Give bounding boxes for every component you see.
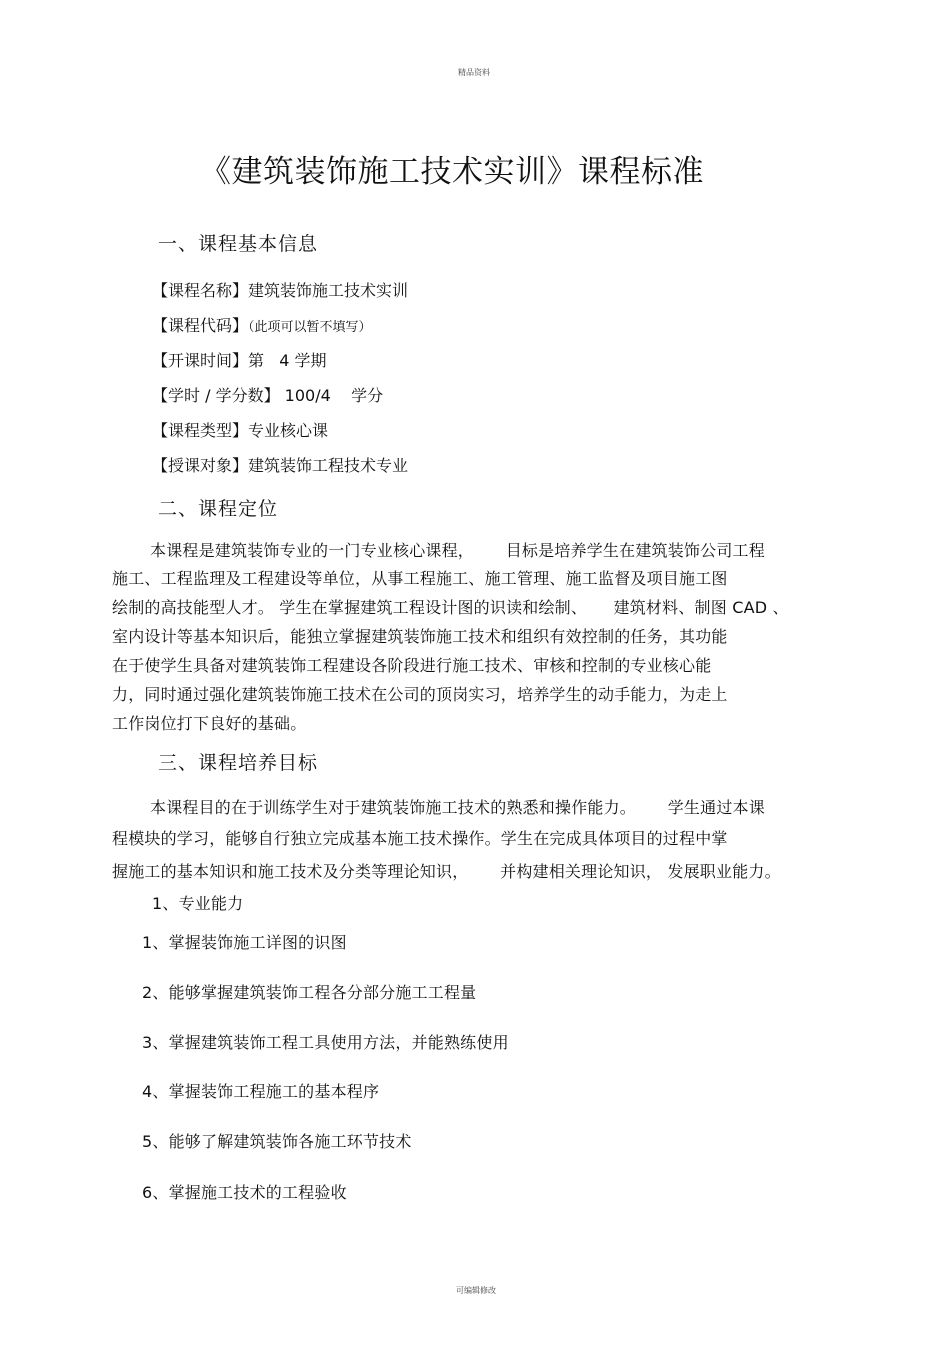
subsection-heading: 1、专业能力 <box>152 894 244 913</box>
info-value: 100/4 学分 <box>279 386 384 405</box>
info-row-course-name <box>152 278 408 301</box>
info-row-term <box>152 348 327 371</box>
info-label: 【开课时间】 <box>152 351 249 370</box>
page-header-text: 精品资料 <box>458 68 490 77</box>
info-label: 【学时 / 学分数】 <box>152 386 280 405</box>
section-1-heading: 一、课程基本信息 <box>158 233 319 255</box>
ability-item: 2、能够掌握建筑装饰工程各分部分施工工程量 <box>142 983 477 1002</box>
paragraph-line: 力，同时通过强化建筑装饰施工技术在公司的顶岗实习，培养学生的动手能力，为走上 <box>112 685 728 704</box>
paragraph-line: 握施工的基本知识和施工技术及分类等理论知识， 并构建相关理论知识， 发展职业能力。 <box>112 862 781 881</box>
paragraph-line: 施工、工程监理及工程建设等单位，从事工程施工、施工管理、施工监督及项目施工图 <box>112 569 728 588</box>
paragraph-line: 本课程是建筑装饰专业的一门专业核心课程， 目标是培养学生在建筑装饰公司工程 <box>150 541 765 560</box>
info-value: 专业核心课 <box>248 421 329 440</box>
ability-item: 1、掌握装饰施工详图的识图 <box>142 933 347 952</box>
paragraph-line: 程模块的学习，能够自行独立完成基本施工技术操作。学生在完成具体项目的过程中掌 <box>112 829 728 848</box>
paragraph-line: 本课程目的在于训练学生对于建筑装饰施工技术的熟悉和操作能力。 学生通过本课 <box>150 798 765 817</box>
info-value: 建筑装饰施工技术实训 <box>248 281 409 300</box>
paragraph-line: 工作岗位打下良好的基础。 <box>112 714 307 733</box>
section-2-heading: 二、课程定位 <box>158 498 279 520</box>
document-title: 《建筑装饰施工技术实训》课程标准 <box>200 154 704 190</box>
info-label: 【课程类型】 <box>152 421 249 440</box>
info-value: 建筑装饰工程技术专业 <box>248 456 409 475</box>
paragraph-line: 室内设计等基本知识后，能独立掌握建筑装饰施工技术和组织有效控制的任务，其功能 <box>112 627 728 646</box>
info-label: 【授课对象】 <box>152 456 249 475</box>
ability-item: 3、掌握建筑装饰工程工具使用方法，并能熟练使用 <box>142 1033 509 1052</box>
info-row-course-code <box>152 313 372 336</box>
ability-item: 6、掌握施工技术的工程验收 <box>142 1183 347 1202</box>
section-3-heading: 三、课程培养目标 <box>158 752 319 774</box>
info-label: 【课程代码】 <box>152 316 249 335</box>
paragraph-line: 在于使学生具备对建筑装饰工程建设各阶段进行施工技术、审核和控制的专业核心能 <box>112 656 712 675</box>
info-row-hours-credits <box>152 383 383 406</box>
info-row-course-type <box>152 418 328 441</box>
info-value: （此项可以暂不填写） <box>248 320 372 335</box>
page-footer-text: 可编辑修改 <box>456 1286 496 1295</box>
info-row-audience <box>152 453 408 476</box>
info-value: 第 4 学期 <box>248 351 327 370</box>
ability-item: 4、掌握装饰工程施工的基本程序 <box>142 1082 380 1101</box>
info-label: 【课程名称】 <box>152 281 249 300</box>
ability-item: 5、能够了解建筑装饰各施工环节技术 <box>142 1132 412 1151</box>
paragraph-line: 绘制的高技能型人才。 学生在掌握建筑工程设计图的识读和绘制、 建筑材料、制图 CAD 、 <box>112 598 789 617</box>
